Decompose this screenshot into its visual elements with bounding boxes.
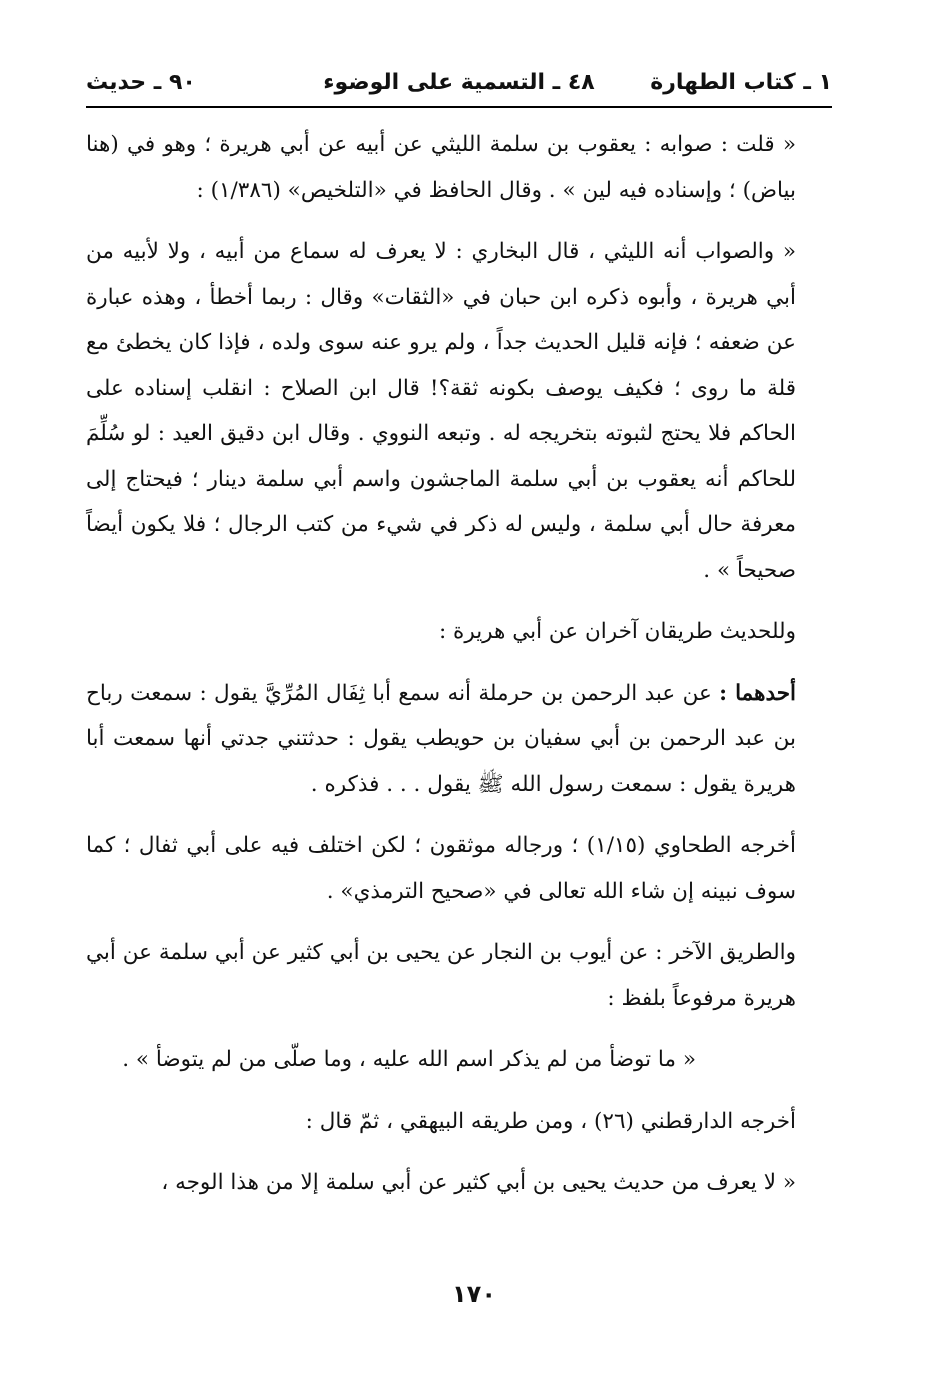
paragraph-1: « قلت : صوابه : يعقوب بن سلمة الليثي عن أبيه عن أبي هريرة ؛ وهو في (هنا بياض) ؛ وإسناده فيه لين » . وقال الحافظ في «التلخيص» (١/٣٨٦) : bbox=[86, 132, 796, 203]
page-number: ١٧٠ bbox=[452, 1280, 496, 1308]
header-divider bbox=[86, 106, 832, 108]
header-chapter: ١ ـ كتاب الطهارة bbox=[650, 70, 832, 95]
paragraph-8: أخرجه الدارقطني (٢٦) ، ومن طريقه البيهقي ، ثمّ قال : bbox=[305, 1108, 796, 1134]
running-header bbox=[86, 64, 832, 108]
paragraph-4 bbox=[86, 671, 832, 808]
header-hadith: ٩٠ ـ حديث bbox=[86, 70, 196, 95]
lead-label: أحدهما : bbox=[719, 680, 796, 706]
paragraph-2: « والصواب أنه الليثي ، قال البخاري : لا يعرف له سماع من أبيه ، ولا لأبيه من أبي هريرة ، وأبوه ذكره ابن حبان في «الثقات» وقال : ربما أخطأ ، وهذه عبارة عن ضعفه ؛ فإنه قليل الحديث جداً ، ولم يرو عنه سوى ولده ، فإذا كان يخطئ مع قلة ما روى ؛ فكيف يوصف بكونه ثقة؟! قال ابن الصلاح : انقلب إسناده على الحاكم فلا يحتج لثبوته بتخريجه له . وتبعه النووي . وقال ابن دقيق العيد : لو سُلِّمَ للحاكم أنه يعقوب بن أبي سلمة الماجشون واسم أبي سلمة دينار ؛ فيحتاج إلى معرفة حال أبي سلمة ، وليس له ذكر في شيء من كتب الرجال ؛ فلا يكون أيضاً صحيحاً » . bbox=[86, 239, 796, 583]
paragraph-4-text: عن عبد الرحمن بن حرملة أنه سمع أبا ثِفَال المُرِّيَّ يقول : سمعت رباح بن عبد الرحمن بن أبي سفيان بن حويطب يقول : حدثتني جدتي أنها سمعت أبا هريرة يقول : سمعت رسول الله ﷺ يقول . . . فذكره . bbox=[86, 680, 796, 797]
paragraph-3: وللحديث طريقان آخران عن أبي هريرة : bbox=[438, 619, 796, 644]
header-section: ٤٨ ـ التسمية على الوضوء bbox=[323, 70, 595, 95]
paragraph-6: والطريق الآخر : عن أيوب بن النجار عن يحيى بن أبي كثير عن أبي سلمة عن أبي هريرة مرفوعاً بلفظ : bbox=[86, 940, 796, 1011]
paragraph-5: أخرجه الطحاوي (١/١٥) ؛ ورجاله موثقون ؛ لكن اختلف فيه على أبي ثفال ؛ كما سوف نبينه إن شاء الله تعالى في «صحيح الترمذي» . bbox=[86, 833, 796, 904]
paragraph-9: « لا يعرف من حديث يحيى بن أبي كثير عن أبي سلمة إلا من هذا الوجه ، bbox=[161, 1170, 796, 1195]
paragraph-7: « ما توضأ من لم يذكر اسم الله عليه ، وما صلّى من لم يتوضأ » . bbox=[122, 1047, 696, 1072]
page-body bbox=[86, 122, 832, 1222]
